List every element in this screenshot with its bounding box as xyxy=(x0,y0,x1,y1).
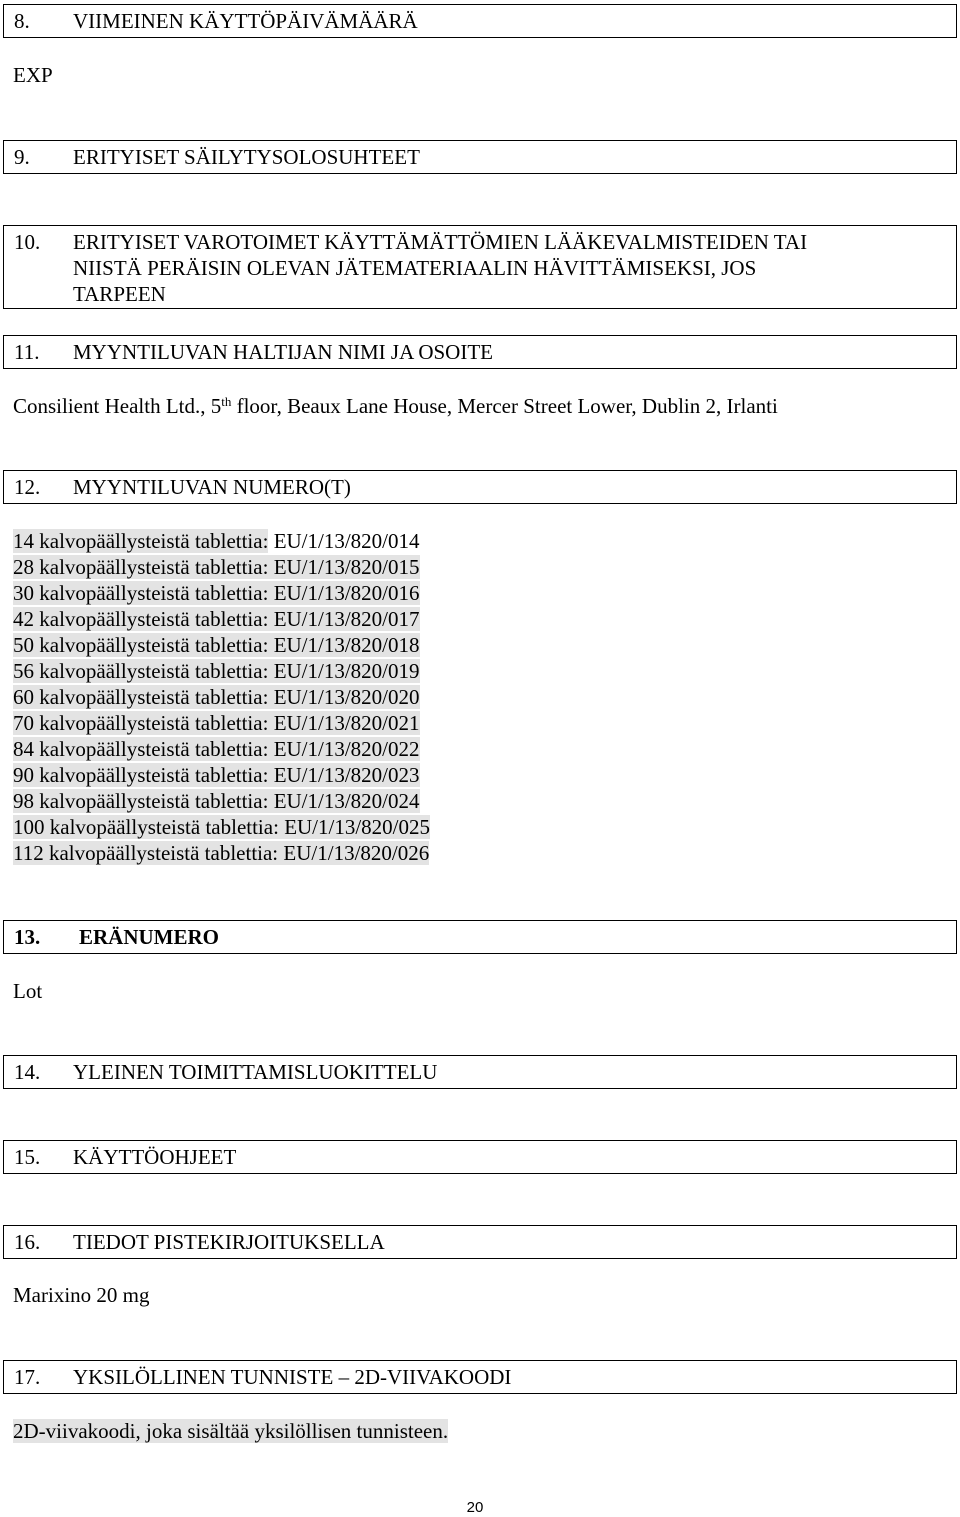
package-label: 98 kalvopäällysteistä tablettia: xyxy=(13,789,269,813)
authorisation-number: EU/1/13/820/023 xyxy=(268,763,420,787)
authorisation-number: EU/1/13/820/014 xyxy=(268,529,420,553)
section-title: TIEDOT PISTEKIRJOITUKSELLA xyxy=(73,1230,385,1254)
section-number: 16. xyxy=(14,1230,41,1254)
section-number: 11. xyxy=(14,340,40,364)
list-item xyxy=(13,788,430,814)
authorisation-number: EU/1/13/820/021 xyxy=(268,711,420,735)
authorisation-number: EU/1/13/820/020 xyxy=(268,685,420,709)
section-title-line-1: ERITYISET VAROTOIMET KÄYTTÄMÄTTÖMIEN LÄÄKEVALMISTEIDEN TAI xyxy=(73,230,808,254)
authorisation-number: EU/1/13/820/019 xyxy=(268,659,420,683)
package-label: 90 kalvopäällysteistä tablettia: xyxy=(13,763,269,787)
section-number: 8. xyxy=(14,9,30,33)
page-number: 20 xyxy=(466,1499,484,1516)
section-title-line-2: NIISTÄ PERÄISIN OLEVAN JÄTEMATERIAALIN HÄVITTÄMISEKSI, JOS xyxy=(73,256,757,280)
section-number: 13. xyxy=(14,925,41,949)
section-number: 17. xyxy=(14,1365,41,1389)
list-item xyxy=(13,606,430,632)
holder-name: Consilient Health Ltd. xyxy=(13,394,201,418)
braille-text: Marixino 20 mg xyxy=(13,1283,150,1307)
package-label: 56 kalvopäällysteistä tablettia: xyxy=(13,659,269,683)
section-title: ERÄNUMERO xyxy=(79,925,219,949)
section-10-heading xyxy=(3,225,957,309)
package-label: 50 kalvopäällysteistä tablettia: xyxy=(13,633,269,657)
list-item xyxy=(13,710,430,736)
authorisation-number: EU/1/13/820/025 xyxy=(278,815,431,839)
lot-text: Lot xyxy=(13,979,43,1003)
list-item xyxy=(13,736,430,762)
section-number: 15. xyxy=(14,1145,41,1169)
list-item xyxy=(13,528,430,554)
marketing-authorisation-list xyxy=(13,528,430,866)
list-item xyxy=(13,554,430,580)
holder-sup: th xyxy=(221,394,232,409)
authorisation-number: EU/1/13/820/016 xyxy=(268,581,420,605)
section-17-heading xyxy=(3,1360,957,1394)
authorisation-number: EU/1/13/820/026 xyxy=(278,841,430,865)
list-item xyxy=(13,762,430,788)
authorisation-number: EU/1/13/820/024 xyxy=(268,789,420,813)
list-item xyxy=(13,632,430,658)
barcode-text xyxy=(13,1418,448,1444)
section-title: ERITYISET SÄILYTYSOLOSUHTEET xyxy=(73,145,420,169)
section-12-heading xyxy=(3,470,957,504)
barcode-text-content: 2D-viivakoodi, joka sisältää yksilöllisen tunnisteen. xyxy=(13,1419,449,1443)
section-number: 12. xyxy=(14,475,41,499)
exp-text: EXP xyxy=(13,63,53,87)
holder-address xyxy=(13,393,778,419)
package-label: 112 kalvopäällysteistä tablettia: xyxy=(13,841,279,865)
section-9-heading xyxy=(3,140,957,174)
section-number: 9. xyxy=(14,145,30,169)
list-item xyxy=(13,684,430,710)
list-item xyxy=(13,840,430,866)
package-label: 60 kalvopäällysteistä tablettia: xyxy=(13,685,269,709)
section-number: 10. xyxy=(14,230,41,254)
section-16-heading xyxy=(3,1225,957,1259)
package-label: 84 kalvopäällysteistä tablettia: xyxy=(13,737,269,761)
authorisation-number: EU/1/13/820/022 xyxy=(268,737,420,761)
package-label: 100 kalvopäällysteistä tablettia: xyxy=(13,815,279,839)
section-title: VIIMEINEN KÄYTTÖPÄIVÄMÄÄRÄ xyxy=(73,9,418,33)
section-number: 14. xyxy=(14,1060,41,1084)
section-title: MYYNTILUVAN HALTIJAN NIMI JA OSOITE xyxy=(73,340,493,364)
authorisation-number: EU/1/13/820/018 xyxy=(268,633,420,657)
section-title-line-3: TARPEEN xyxy=(73,282,166,306)
package-label: 70 kalvopäällysteistä tablettia: xyxy=(13,711,269,735)
section-14-heading xyxy=(3,1055,957,1089)
authorisation-number: EU/1/13/820/017 xyxy=(268,607,420,631)
section-11-heading xyxy=(3,335,957,369)
list-item xyxy=(13,580,430,606)
section-15-heading xyxy=(3,1140,957,1174)
package-label: 14 kalvopäällysteistä tablettia: xyxy=(13,529,269,553)
holder-sep: , 5 xyxy=(200,394,222,418)
package-label: 28 kalvopäällysteistä tablettia: xyxy=(13,555,269,579)
section-title: YLEINEN TOIMITTAMISLUOKITTELU xyxy=(73,1060,438,1084)
section-title: KÄYTTÖOHJEET xyxy=(73,1145,237,1169)
package-label: 42 kalvopäällysteistä tablettia: xyxy=(13,607,269,631)
package-label: 30 kalvopäällysteistä tablettia: xyxy=(13,581,269,605)
section-8-heading xyxy=(3,4,957,38)
section-13-heading xyxy=(3,920,957,954)
section-title: YKSILÖLLINEN TUNNISTE – 2D-VIIVAKOODI xyxy=(73,1365,512,1389)
list-item xyxy=(13,658,430,684)
authorisation-number: EU/1/13/820/015 xyxy=(268,555,420,579)
list-item xyxy=(13,814,430,840)
section-title: MYYNTILUVAN NUMERO(T) xyxy=(73,475,351,499)
holder-rest: floor, Beaux Lane House, Mercer Street Lower, Dublin 2, Irlanti xyxy=(231,394,778,418)
